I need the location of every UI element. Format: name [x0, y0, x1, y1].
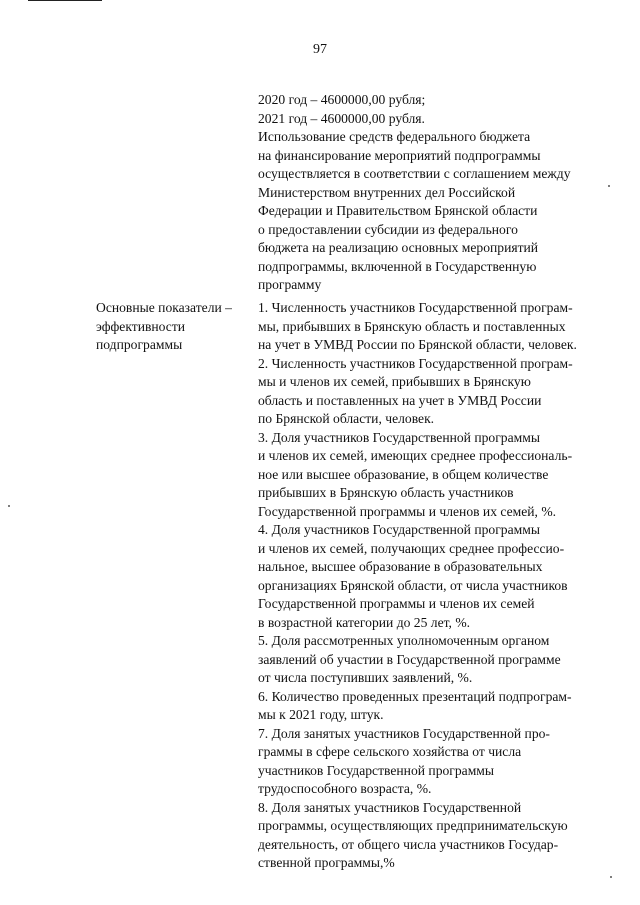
indicator-text-line: на учет в УМВД России по Брянской области, человек. — [258, 337, 577, 352]
funding-text-block — [258, 91, 618, 295]
indicator-text-line: деятельность, от общего числа участников Государ- — [258, 836, 559, 852]
top-rule-divider — [28, 0, 102, 1]
funding-text-line: Министерством внутренних дел Российской — [258, 184, 516, 200]
indicator-text-line: 6. Количество проведенных презентаций подпрограм- — [258, 688, 572, 704]
indicators-list — [258, 299, 618, 873]
scan-speck — [610, 876, 612, 878]
funding-text-line: Федерации и Правительством Брянской области — [258, 203, 538, 218]
indicator-text-line: мы, прибывших в Брянскую область и поставленных — [258, 318, 566, 334]
funding-text-line: 2020 год – 4600000,00 рубля; — [258, 92, 426, 107]
indicators-label — [96, 299, 254, 355]
scan-speck — [8, 505, 10, 507]
indicator-text-line: 8. Доля занятых участников Государственной — [258, 799, 522, 815]
funding-text-line: программу — [258, 277, 322, 292]
funding-text-line: 2021 год – 4600000,00 рубля. — [258, 110, 425, 126]
indicator-text-line: граммы в сфере сельского хозяйства от числа — [258, 744, 522, 759]
indicator-text-line: ственной программы,% — [258, 855, 395, 870]
indicator-text-line: 2. Численность участников Государственной програм- — [258, 355, 573, 371]
indicator-text-line: 4. Доля участников Государственной программы — [258, 522, 540, 537]
indicator-text-line: в возрастной категории до 25 лет, %. — [258, 614, 471, 630]
indicator-text-line: мы к 2021 году, штук. — [258, 707, 384, 722]
indicator-text-line: Государственной программы и членов их семей, %. — [258, 503, 557, 519]
funding-text-line: бюджета на реализацию основных мероприятий — [258, 240, 539, 255]
funding-text-line: Использование средств федерального бюджета — [258, 129, 531, 144]
indicator-text-line: и членов их семей, получающих среднее профессио- — [258, 540, 565, 556]
indicator-text-line: программы, осуществляющих предпринимательскую — [258, 818, 568, 833]
indicators-label-line: подпрограммы — [96, 337, 183, 352]
indicator-text-line: Государственной программы и членов их семей — [258, 596, 535, 611]
funding-text-line: о предоставлении субсидии из федерального — [258, 221, 518, 237]
indicator-text-line: 5. Доля рассмотренных уполномоченным органом — [258, 633, 550, 648]
indicator-text-line: по Брянской области, человек. — [258, 411, 435, 426]
funding-text-line: подпрограммы, включенной в Государственную — [258, 258, 537, 274]
indicator-text-line: нальное, высшее образование в образовательных — [258, 559, 543, 574]
indicator-text-line: ное или высшее образование, в общем количестве — [258, 466, 549, 482]
indicator-text-line: 3. Доля участников Государственной программы — [258, 429, 540, 445]
indicator-text-line: и членов их семей, имеющих среднее профессиональ- — [258, 448, 573, 463]
indicator-text-line: прибывших в Брянскую область участников — [258, 485, 514, 500]
indicators-label-line: Основные показатели – — [96, 300, 232, 315]
indicator-text-line: организациях Брянской области, от числа участников — [258, 577, 568, 593]
indicator-text-line: от числа поступивших заявлений, %. — [258, 670, 473, 685]
indicators-label-line: эффективности — [96, 318, 186, 334]
indicator-text-line: трудоспособного возраста, %. — [258, 781, 432, 796]
indicator-text-line: 1. Численность участников Государственной програм- — [258, 300, 573, 315]
indicator-text-line: 7. Доля занятых участников Государственной про- — [258, 725, 550, 741]
scan-speck — [608, 185, 610, 187]
page-number: 97 — [313, 42, 327, 57]
funding-text-line: осуществляется в соответствии с соглашением между — [258, 166, 571, 181]
indicator-text-line: мы и членов их семей, прибывших в Брянскую — [258, 374, 531, 389]
funding-text-line: на финансирование мероприятий подпрограммы — [258, 147, 541, 163]
indicator-text-line: заявлений об участии в Государственной программе — [258, 651, 561, 667]
indicator-text-line: область и поставленных на учет в УМВД России — [258, 392, 542, 408]
indicator-text-line: участников Государственной программы — [258, 762, 495, 778]
